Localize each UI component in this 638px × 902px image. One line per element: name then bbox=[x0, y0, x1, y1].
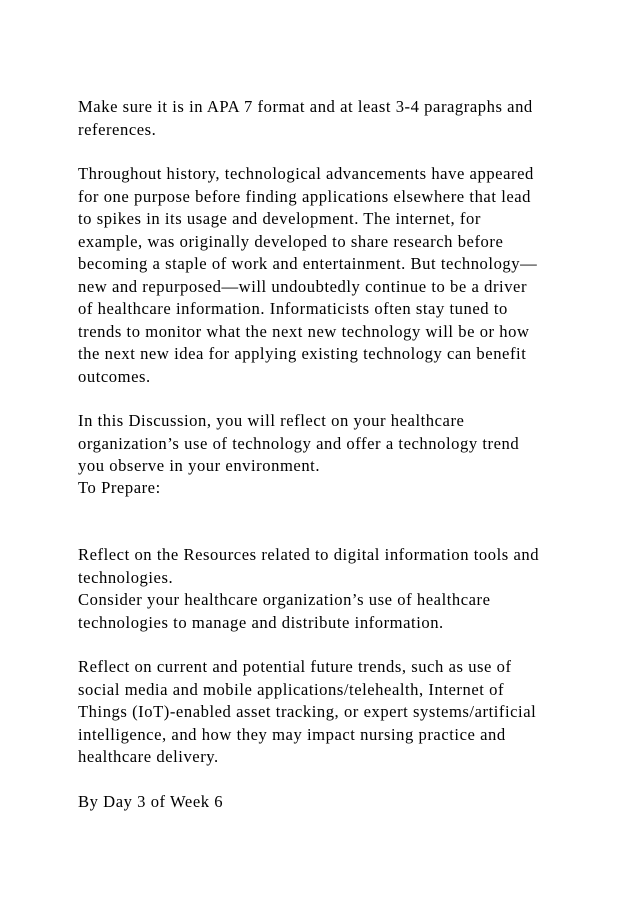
intro-paragraph: Throughout history, technological advancements have appeared for one purpose before finding applications elsewhere that lead to spikes in its usage and development. The internet, for example, was originally developed to share research before becoming a staple of work and entertainment. But technology— new and repurposed—will undoubtedly continue to be a driver of healthcare information. Informaticists often stay tuned to trends to monitor what the next new technology will be or how the next new idea for applying existing technology can benefit outcomes. bbox=[78, 164, 538, 386]
to-prepare-heading: To Prepare: bbox=[78, 478, 161, 497]
discussion-paragraph: In this Discussion, you will reflect on your healthcare organization’s use of technology and offer a technology trend you observe in your environment. bbox=[78, 411, 520, 475]
prepare-item-organization: Consider your healthcare organization’s use of healthcare technologies to manage and distribute information. bbox=[78, 590, 491, 632]
deadline-heading: By Day 3 of Week 6 bbox=[78, 792, 224, 811]
prepare-item-trends: Reflect on current and potential future trends, such as use of social media and mobile applications/telehealth, Internet of Things (IoT)-enabled asset tracking, or expert systems/artificial intelligence, and how they may impact nursing practice and healthcare delivery. bbox=[78, 657, 537, 766]
prepare-item-resources: Reflect on the Resources related to digital information tools and technologies. bbox=[78, 545, 540, 587]
instruction-paragraph: Make sure it is in APA 7 format and at least 3-4 paragraphs and references. bbox=[78, 97, 533, 139]
